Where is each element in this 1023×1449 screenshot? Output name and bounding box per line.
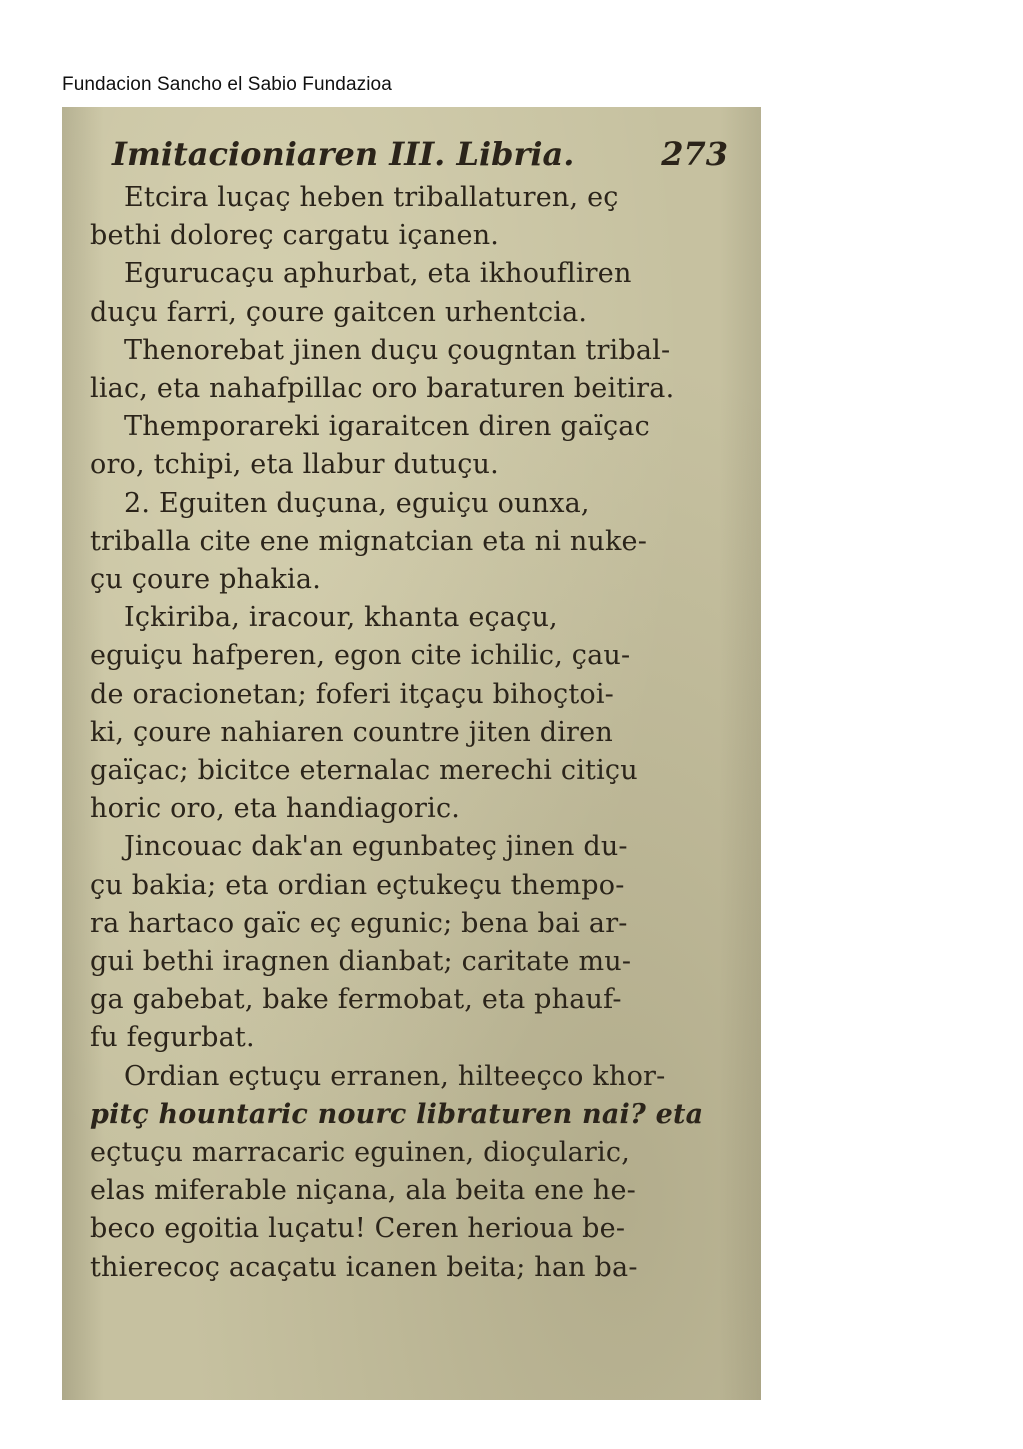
text-line: liac, eta nahafpillac oro baraturen beitira. xyxy=(90,373,675,405)
text-line: pitç hountaric nourc libraturen nai? eta xyxy=(90,1098,704,1130)
text-line: ga gabebat, bake fermobat, eta phauf- xyxy=(90,984,622,1016)
text-line: duçu farri, çoure gaitcen urhentcia. xyxy=(90,296,588,328)
running-head xyxy=(90,133,740,175)
text-line: oro, tchipi, eta llabur dutuçu. xyxy=(90,449,499,481)
text-line: beco egoitia luçatu! Ceren heriouа be- xyxy=(90,1213,626,1245)
text-line: triballa cite ene mignatcian eta ni nuke- xyxy=(90,525,648,557)
archive-header: Fundacion Sancho el Sabio Fundazioa xyxy=(62,74,392,95)
text-line: ra hartaco gaïc eç egunic; bena bai ar- xyxy=(90,907,628,939)
text-line: bethi doloreç cargatu içanen. xyxy=(90,220,500,252)
text-line: eguiçu hafperen, egon cite ichilic, çau- xyxy=(90,640,631,672)
text-line: Jincouac dak'an egunbateç jinen du- xyxy=(124,831,628,863)
page-text xyxy=(90,133,740,1287)
text-line: thierecoç acaçatu icanen beita; han ba- xyxy=(90,1251,638,1283)
text-line: Ordian eçtuçu erranen, hilteeçco khor- xyxy=(124,1060,666,1092)
text-line: Etcira luçaç heben triballaturen, eç xyxy=(124,182,619,213)
text-line: ki, çoure nahiaren countre jiten diren xyxy=(90,716,613,748)
text-line: çu çoure phakia. xyxy=(90,564,321,596)
scanned-book-page xyxy=(62,107,761,1400)
text-line: çu bakia; eta ordian eçtukeçu thempo- xyxy=(90,869,625,901)
text-line: 2. Eguiten duçuna, eguiçu ounxa, xyxy=(124,487,590,519)
text-line: gaïçac; bicitce eternalac merechi citiçu xyxy=(90,755,638,787)
text-line: Içkiriba, iracour, khanta eçaçu, xyxy=(124,602,558,634)
text-line: fu fegurbat. xyxy=(90,1022,255,1054)
text-line: Themporareki igaraitcen diren gaïçac xyxy=(124,411,650,443)
text-line: de oracionetan; foferi itçaçu bihoçtoi- xyxy=(90,678,614,710)
text-line: eçtuçu marracaric eguinen, dioçularic, xyxy=(90,1137,630,1169)
page-number: 273 xyxy=(661,135,728,173)
running-title: Imitacioniaren III. Libria. xyxy=(112,135,575,173)
text-line: gui bethi iragnen dianbat; caritate mu- xyxy=(90,946,632,978)
text-line: elas miferable niçana, ala beita ene he- xyxy=(90,1175,636,1207)
text-line: Egurucaçu aphurbat, eta ikhoufliren xyxy=(124,258,632,290)
text-line: horic oro, eta handiagoric. xyxy=(90,793,461,825)
text-line: Thenorebat jinen duçu çougntan tribal- xyxy=(124,334,671,366)
